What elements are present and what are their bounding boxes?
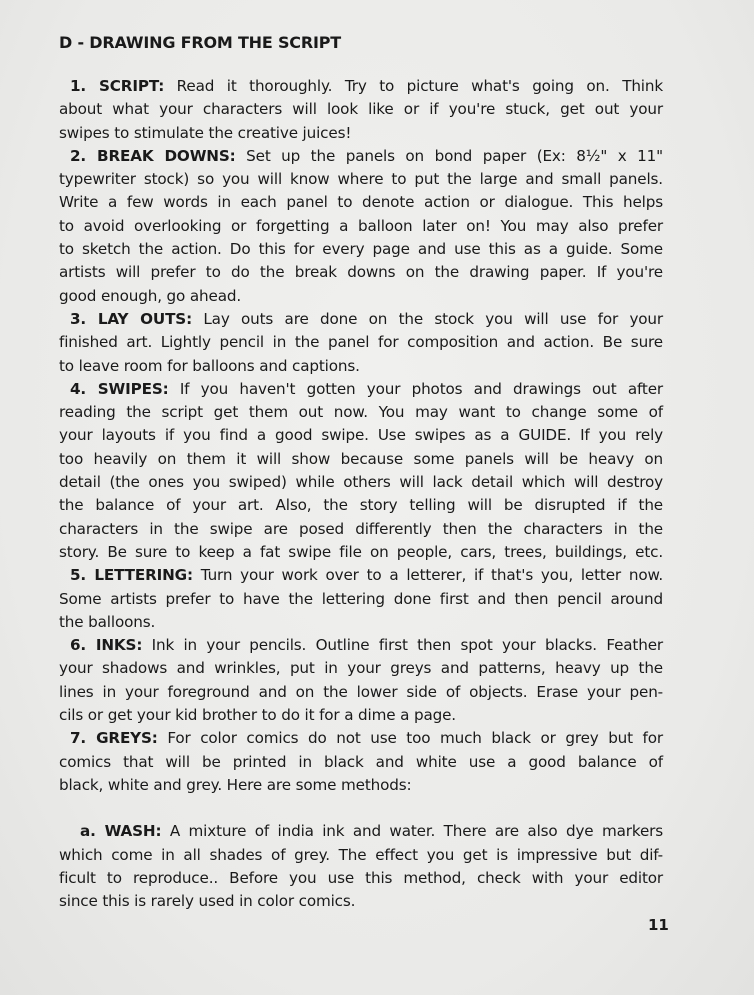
- text-line: since this is rarely used in color comics.: [59, 892, 356, 911]
- text-line: too heavily on them it will show because some panels will be heavy on: [59, 449, 663, 468]
- text-line: lines in your foreground and on the lower side of objects. Erase your pen-: [59, 682, 663, 701]
- text-line: the balloons.: [59, 612, 156, 631]
- text-line: black, white and grey. Here are some methods:: [59, 775, 412, 794]
- term-label: 7. GREYS:: [70, 729, 158, 748]
- term-label: 2. BREAK DOWNS:: [70, 146, 236, 165]
- text-line: good enough, go ahead.: [59, 286, 242, 305]
- page-number: 11: [648, 916, 669, 934]
- text-line: a. WASH: A mixture of india ink and water. There are also dye markers: [80, 822, 663, 841]
- text-line: finished art. Lightly pencil in the panel for composition and action. Be sure: [59, 333, 663, 352]
- text-line: characters in the swipe are posed differently then the characters in the: [59, 519, 663, 538]
- text-line: story. Be sure to keep a fat swipe file on people, cars, trees, buildings, etc.: [59, 542, 663, 561]
- paragraph-lettering: [59, 564, 663, 634]
- paragraph-wash: [59, 820, 663, 913]
- text-line: to sketch the action. Do this for every page and use this as a guide. Some: [59, 240, 663, 259]
- text-line: 3. LAY OUTS: Lay outs are done on the stock you will use for your: [70, 309, 663, 328]
- paragraph-script: [59, 75, 663, 145]
- text-line: which come in all shades of grey. The effect you get is impressive but dif-: [59, 845, 663, 864]
- text-line: Write a few words in each panel to denote action or dialogue. This helps: [59, 193, 663, 212]
- text-line: 5. LETTERING: Turn your work over to a letterer, if that's you, letter now.: [70, 566, 664, 585]
- text-line: 1. SCRIPT: Read it thoroughly. Try to picture what's going on. Think: [70, 77, 663, 95]
- text-line: ficult to reproduce.. Before you use this method, check with your editor: [59, 868, 663, 887]
- text-line: swipes to stimulate the creative juices!: [59, 123, 352, 142]
- text-line: the balance of your art. Also, the story telling will be disrupted if the: [59, 496, 663, 515]
- term-label: a. WASH:: [80, 822, 162, 841]
- section-heading: D - DRAWING FROM THE SCRIPT: [59, 33, 341, 52]
- text-line: about what your characters will look like or if you're stuck, get out your: [59, 100, 663, 119]
- text-line: 2. BREAK DOWNS: Set up the panels on bond paper (Ex: 8½" x 11": [70, 146, 663, 165]
- paragraph-lay-outs: [59, 308, 663, 378]
- paragraph-swipes: [59, 378, 663, 564]
- body-text: [59, 75, 663, 913]
- text-line: 6. INKS: Ink in your pencils. Outline first then spot your blacks. Feather: [70, 636, 663, 655]
- text-line: your layouts if you find a good swipe. Use swipes as a GUIDE. If you rely: [59, 426, 663, 445]
- text-line: reading the script get them out now. You may want to change some of: [59, 403, 663, 422]
- text-line: your shadows and wrinkles, put in your greys and patterns, heavy up the: [59, 659, 663, 678]
- text-line: to leave room for balloons and captions.: [59, 356, 360, 375]
- text-line: comics that will be printed in black and white use a good balance of: [59, 752, 663, 771]
- text-line: typewriter stock) so you will know where to put the large and small panels.: [59, 170, 663, 189]
- text-line: 4. SWIPES: If you haven't gotten your photos and drawings out after: [70, 379, 664, 398]
- paragraph-inks: [59, 634, 663, 727]
- paragraph-greys: [59, 727, 663, 797]
- term-label: 1. SCRIPT:: [70, 77, 165, 95]
- term-label: 6. INKS:: [70, 636, 143, 655]
- text-line: Some artists prefer to have the lettering done first and then pencil around: [59, 589, 663, 608]
- spacer: [59, 797, 663, 820]
- text-line: detail (the ones you swiped) while others will lack detail which will destroy: [59, 473, 663, 492]
- text-line: 7. GREYS: For color comics do not use too much black or grey but for: [70, 729, 663, 748]
- text-line: cils or get your kid brother to do it for a dime a page.: [59, 706, 456, 725]
- term-label: 5. LETTERING:: [70, 566, 193, 585]
- term-label: 4. SWIPES:: [70, 379, 169, 398]
- text-line: artists will prefer to do the break downs on the drawing paper. If you're: [59, 263, 663, 282]
- term-label: 3. LAY OUTS:: [70, 309, 193, 328]
- text-line: to avoid overlooking or forgetting a balloon later on! You may also prefer: [59, 216, 663, 235]
- paragraph-break-downs: [59, 145, 663, 308]
